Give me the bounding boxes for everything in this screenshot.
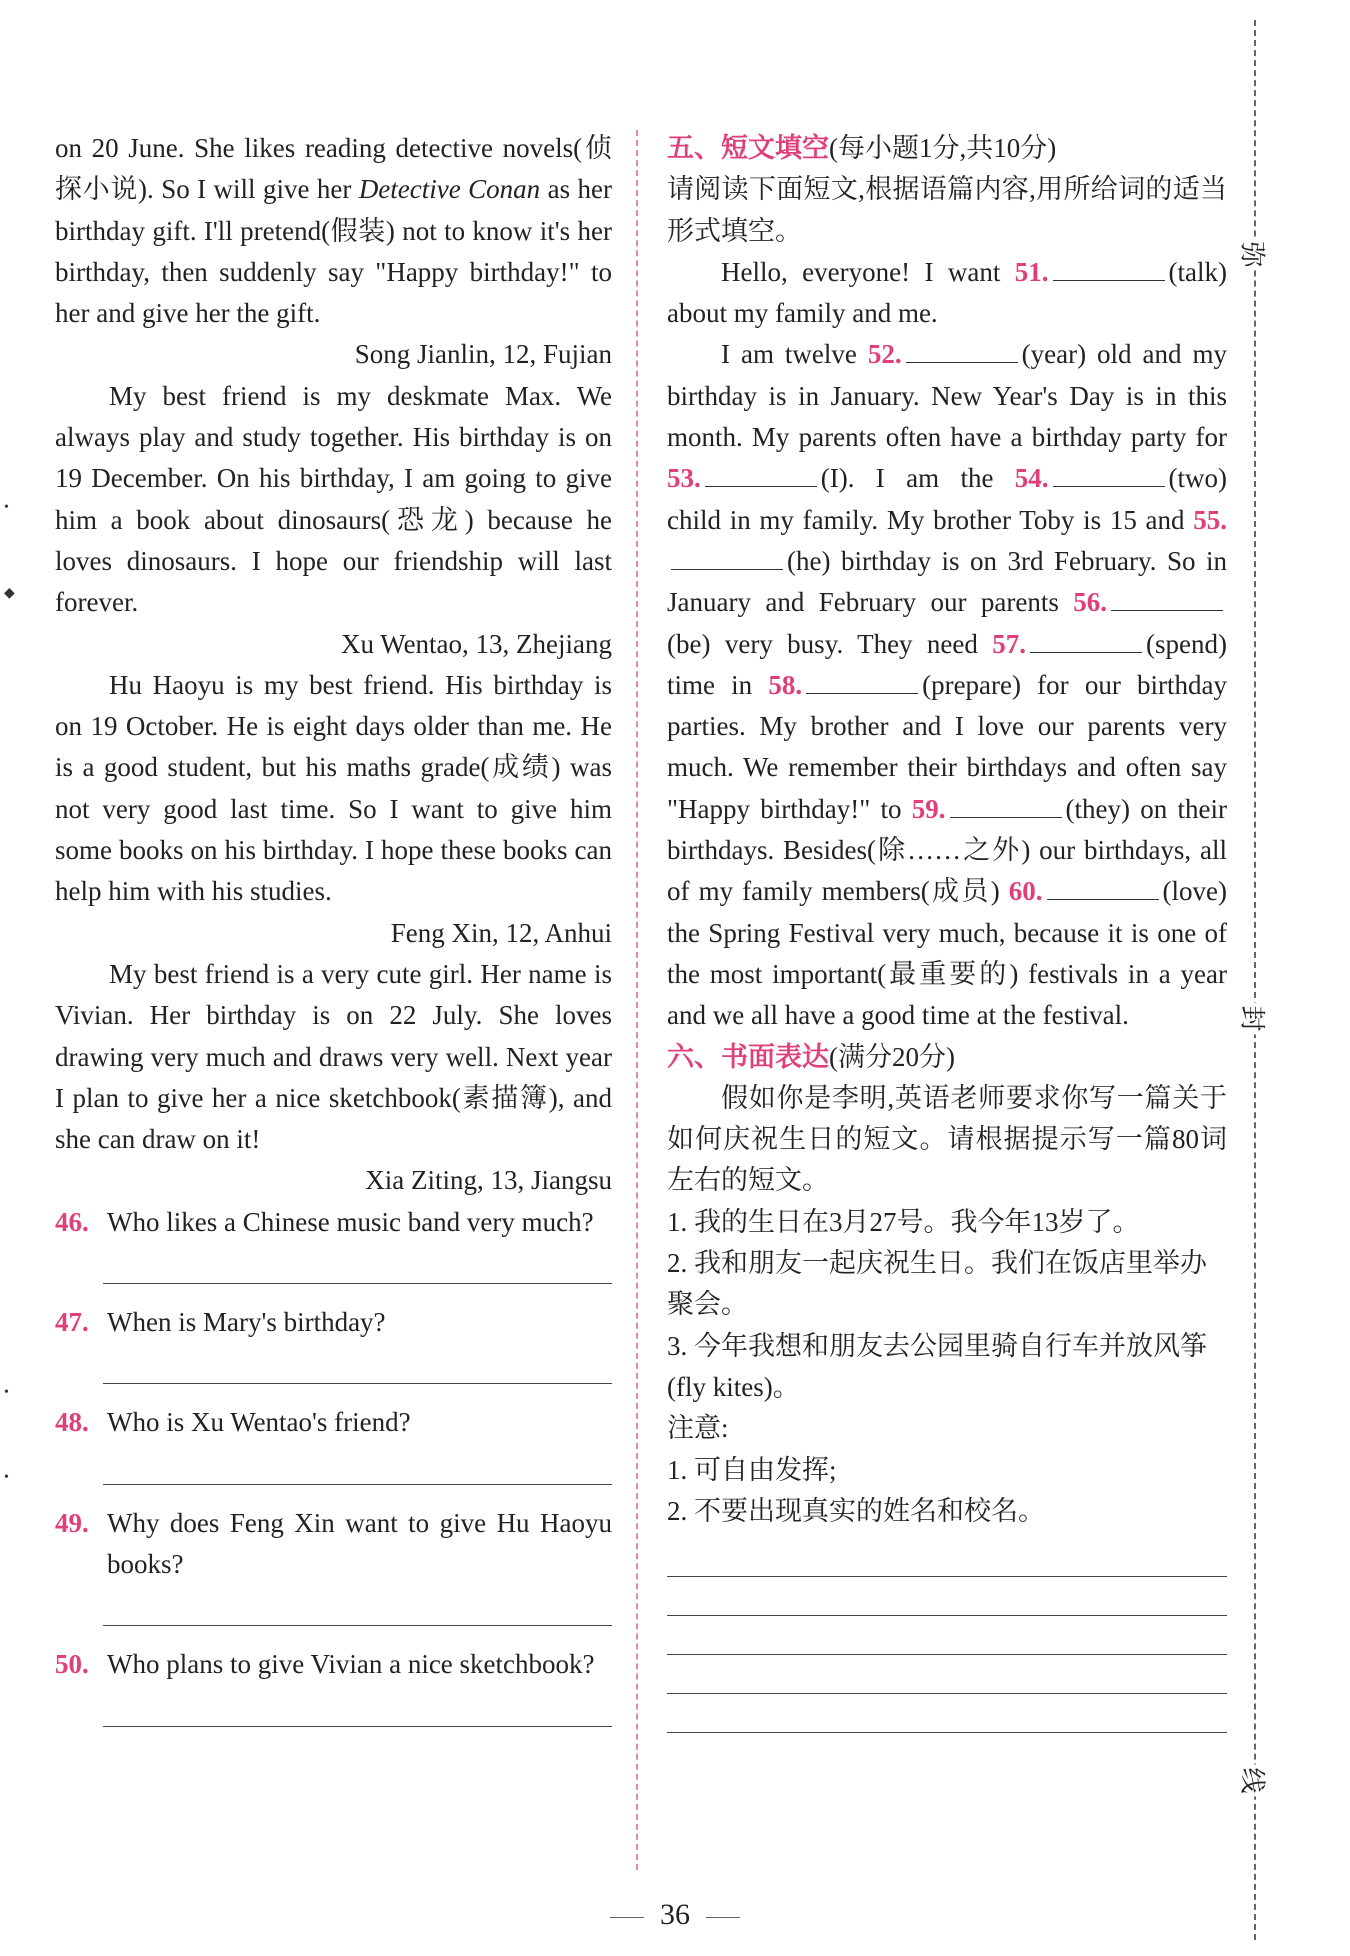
- blank-53[interactable]: [705, 460, 817, 487]
- tip-1: 1. 我的生日在3月27号。我今年13岁了。: [667, 1206, 1140, 1237]
- passage-paragraph-4: My best friend is a very cute girl. Her name is Vivian. Her birthday is on 22 July. She loves drawing very much and draws very well. Next year I plan to give her a nice sketchbook(素描簿), and she can draw on it!: [55, 958, 612, 1155]
- margin-mark: •: [4, 500, 9, 515]
- blank-54[interactable]: [1053, 460, 1165, 487]
- tip-2: 2. 我和朋友一起庆祝生日。我们在饭店里举办聚会。: [667, 1248, 1207, 1320]
- answer-line-47[interactable]: [103, 1343, 612, 1384]
- answer-line-48[interactable]: [103, 1444, 612, 1485]
- column-divider: [636, 130, 638, 1870]
- answer-line-46[interactable]: [103, 1243, 612, 1284]
- signature-2: Xu Wentao, 13, Zhejiang: [340, 628, 612, 659]
- margin-mark: ◆: [4, 586, 15, 601]
- writing-area[interactable]: [667, 1538, 1227, 1733]
- signature-1: Song Jianlin, 12, Fujian: [354, 339, 612, 370]
- cloze-passage-body: I am twelve 52. (year) old and my birthday is in January. New Year's Day is in this month. My parents often have a birthday party for 53. (I). I am the 54. (two) child in my family. My brother Toby is 15 and 55.(he) birthday is on 3rd February. So in January and February our parents 56.(be) very busy. They need 57. (spend) time in 58. (prepare) for our birthday parties. My brother and I love our parents very much. We remember their birthdays and often say "Happy birthday!" to 59. (they) on their birthdays. Besides(除……之外) our birthdays, all of my family members(成员) 60. (love) the Spring Festival very much, because it is one of the most important(最重要的) festivals in a year and we all have a good time at the festival.: [667, 334, 1227, 1036]
- footer-dash-left: [610, 1917, 644, 1918]
- tip-3: 3. 今年我想和朋友去公园里骑自行车并放风筝(fly kites)。: [667, 1330, 1207, 1402]
- section-6-instructions: 假如你是李明,英语老师要求你写一篇关于如何庆祝生日的短文。请根据提示写一篇80词左右的短文。: [667, 1082, 1227, 1196]
- blank-51[interactable]: [1053, 254, 1165, 281]
- writing-line[interactable]: [667, 1616, 1227, 1655]
- question-47: 47. When is Mary's birthday?: [55, 1307, 386, 1338]
- writing-line[interactable]: [667, 1577, 1227, 1616]
- blank-56[interactable]: [1111, 584, 1223, 611]
- notice-label: 注意:: [667, 1413, 729, 1444]
- book-title: Detective Conan: [358, 174, 541, 205]
- blank-59[interactable]: [950, 791, 1062, 818]
- binding-label-top: 弥: [1236, 239, 1273, 271]
- writing-line[interactable]: [667, 1538, 1227, 1577]
- question-48: 48. Who is Xu Wentao's friend?: [55, 1407, 411, 1438]
- writing-line[interactable]: [667, 1655, 1227, 1694]
- answer-line-49[interactable]: [103, 1585, 612, 1626]
- blank-60[interactable]: [1047, 873, 1159, 900]
- cloze-passage: Hello, everyone! I want 51. (talk) about my family and me.: [667, 252, 1227, 335]
- section-5-instructions: 请阅读下面短文,根据语篇内容,用所给词的适当形式填空。: [667, 174, 1227, 246]
- section-6-heading: 六、书面表达(满分20分): [667, 1041, 955, 1072]
- passage-paragraph-1: on 20 June. She likes reading detective novels(侦探小说). So I will give her Detective Conan as her birthday gift. I'll pretend(假装) not to know it's her birthday, then suddenly say "Happy birthday!" to her and give her the gift.: [55, 133, 612, 329]
- blank-58[interactable]: [806, 667, 918, 694]
- passage-paragraph-2: My best friend is my deskmate Max. We always play and study together. His birthday is on 19 December. On his birthday, I am going to give him a book about dinosaurs(恐龙) because he loves dinosaurs. I hope our friendship will last forever.: [55, 380, 612, 618]
- left-column: [55, 128, 612, 1727]
- question-46: 46. Who likes a Chinese music band very much?: [55, 1206, 594, 1237]
- signature-3: Feng Xin, 12, Anhui: [390, 917, 612, 948]
- writing-line[interactable]: [667, 1694, 1227, 1733]
- margin-mark: •: [4, 1385, 9, 1400]
- footer-dash-right: [706, 1917, 740, 1918]
- binding-line: [1254, 20, 1256, 1940]
- answer-line-50[interactable]: [103, 1686, 612, 1727]
- question-50: 50. Who plans to give Vivian a nice sketchbook?: [55, 1649, 595, 1680]
- page-footer: [0, 1898, 1350, 1932]
- passage-paragraph-3: Hu Haoyu is my best friend. His birthday is on 19 October. He is eight days older than me. He is a good student, but his maths grade(成绩) was not very good last time. So I want to give him some books on his birthday. I hope these books can help him with his studies.: [55, 669, 612, 907]
- section-5-heading: 五、短文填空(每小题1分,共10分): [667, 133, 1057, 163]
- right-column: [667, 128, 1227, 1733]
- blank-52[interactable]: [906, 336, 1018, 363]
- notice-1: 1. 可自由发挥;: [667, 1454, 837, 1485]
- signature-4: Xia Ziting, 13, Jiangsu: [365, 1165, 612, 1196]
- question-49: 49. Why does Feng Xin want to give Hu Haoyu books?: [55, 1507, 612, 1579]
- page-number: 36: [660, 1898, 690, 1931]
- binding-label-bottom: 线: [1236, 1765, 1273, 1797]
- binding-label-mid: 封: [1236, 1003, 1273, 1035]
- blank-57[interactable]: [1030, 626, 1142, 653]
- margin-mark: •: [4, 1470, 9, 1485]
- blank-55[interactable]: [671, 543, 783, 570]
- notice-2: 2. 不要出现真实的姓名和校名。: [667, 1495, 1045, 1526]
